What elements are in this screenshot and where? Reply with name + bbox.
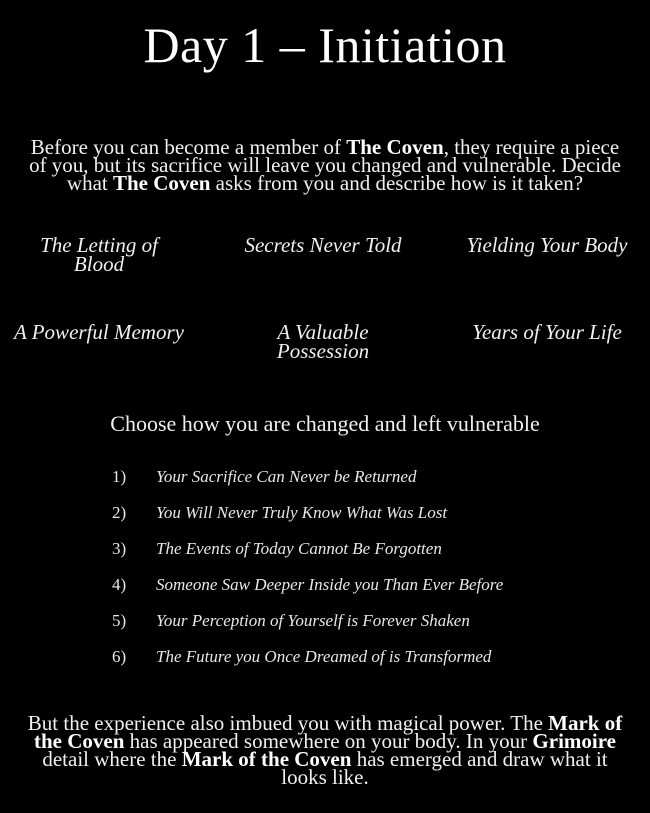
list-item-text: The Future you Once Dreamed of is Transformed [156,647,492,666]
sacrifice-option-3: Yielding Your Body [466,233,628,257]
list-item [0,607,650,643]
list-item-number: 1) [112,467,127,486]
intro-text-3: asks from you and describe how is it taken? [210,171,584,195]
intro-paragraph [26,135,624,195]
sacrifice-options [0,233,650,376]
sacrifice-option-5: A Valuable Possession [276,320,370,363]
subheading: Choose how you are changed and left vulnerable [110,411,540,436]
sacrifice-option-6: Years of Your Life [472,320,622,344]
outro-text-1: But the experience also imbued you with magical power. The [27,711,549,735]
sacrifice-option-2: Secrets Never Told [244,233,402,257]
outro-text-2: has appeared somewhere on your body. In your [124,729,533,753]
change-list [0,463,650,679]
list-item [0,571,650,607]
outro-grimoire: Grimoire [532,729,617,753]
list-item-text: Your Perception of Yourself is Forever Shaken [156,611,470,630]
intro-coven-2: The Coven [112,171,211,195]
list-item-text: The Events of Today Cannot Be Forgotten [156,539,442,558]
list-item-number: 6) [112,647,127,666]
list-item [0,463,650,499]
sacrifice-option-1: The Letting of Blood [40,233,158,276]
intro-text-1: Before you can become a member of [30,135,347,159]
outro-mark-2: Mark of the Coven [181,747,352,771]
sacrifice-option-4: A Powerful Memory [14,320,184,344]
outro-text-4: has emerged and draw what it looks like. [281,747,608,789]
intro-text-2: , they require a piece of you, but its sacrifice will leave you changed and vulnerable. Decide what [29,135,621,195]
list-item [0,535,650,571]
list-item-number: 4) [112,575,127,594]
outro-paragraph [20,711,630,789]
page-title: Day 1 – Initiation [143,17,507,73]
list-item-number: 2) [112,503,127,522]
list-item-text: Someone Saw Deeper Inside you Than Ever Before [156,575,504,594]
intro-coven-1: The Coven [346,135,444,159]
list-item [0,643,650,679]
list-item-number: 5) [112,611,127,630]
outro-text-3: detail where the [42,747,182,771]
list-item [0,499,650,535]
list-item-number: 3) [112,539,127,558]
list-item-text: Your Sacrifice Can Never be Returned [156,467,417,486]
list-item-text: You Will Never Truly Know What Was Lost [156,503,448,522]
outro-mark-1: Mark of the Coven [33,711,623,753]
